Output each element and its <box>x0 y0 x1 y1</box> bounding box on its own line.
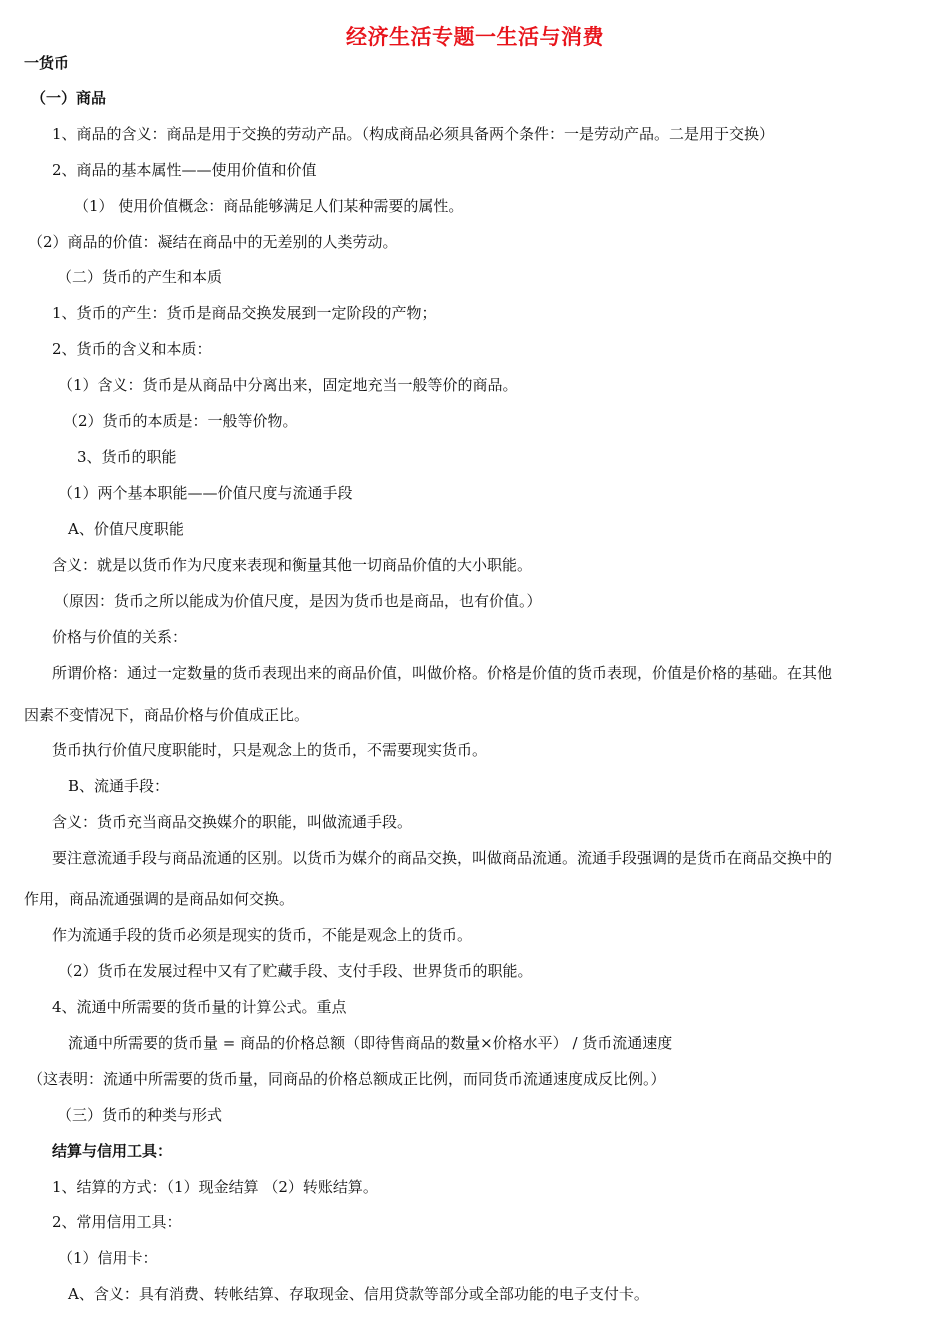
paragraph-line: 所谓价格：通过一定数量的货币表现出来的商品价值，叫做价格。价格是价值的货币表现，价值是价格的基础。在其他 <box>52 664 833 682</box>
paragraph-line: （2）商品的价值：凝结在商品中的无差别的人类劳动。 <box>28 233 398 251</box>
paragraph-line: 因素不变情况下，商品价格与价值成正比。 <box>24 706 310 724</box>
section-heading: 一货币 <box>24 54 70 72</box>
paragraph-line: 4、流通中所需要的货币量的计算公式。重点 <box>52 998 347 1016</box>
paragraph-line: （1）两个基本职能——价值尺度与流通手段 <box>58 484 353 502</box>
paragraph-line: 价格与价值的关系： <box>52 628 188 646</box>
paragraph-line: 1、商品的含义：商品是用于交换的劳动产品。（构成商品必须具备两个条件：一是劳动产品。二是用于交换） <box>52 125 775 143</box>
paragraph-line: B、流通手段： <box>68 777 170 795</box>
subsection-heading: （三）货币的种类与形式 <box>57 1106 223 1124</box>
bold-heading: 结算与信用工具： <box>52 1142 173 1160</box>
paragraph-line: （1） 使用价值概念：商品能够满足人们某种需要的属性。 <box>74 197 464 215</box>
subsection-heading: （一）商品 <box>31 89 107 107</box>
paragraph-line: 作为流通手段的货币必须是现实的货币，不能是观念上的货币。 <box>52 926 473 944</box>
paragraph-line: （1）含义：货币是从商品中分离出来，固定地充当一般等价的商品。 <box>58 376 518 394</box>
formula-line: 流通中所需要的货币量 = 商品的价格总额（即待售商品的数量×价格水平） / 货币流通速度 <box>68 1034 673 1052</box>
subsection-heading: （二）货币的产生和本质 <box>57 268 223 286</box>
paragraph-line: A、含义：具有消费、转帐结算、存取现金、信用贷款等部分或全部功能的电子支付卡。 <box>68 1285 649 1303</box>
paragraph-line: （2）货币的本质是：一般等价物。 <box>63 412 298 430</box>
paragraph-line: A、价值尺度职能 <box>68 520 184 538</box>
paragraph-line: 2、商品的基本属性——使用价值和价值 <box>52 161 317 179</box>
paragraph-line: 要注意流通手段与商品流通的区别。以货币为媒介的商品交换，叫做商品流通。流通手段强调的是货币在商品交换中的 <box>52 849 833 867</box>
paragraph-line: 2、常用信用工具： <box>52 1213 182 1231</box>
paragraph-line: 2、货币的含义和本质： <box>52 340 212 358</box>
paragraph-line: 货币执行价值尺度职能时，只是观念上的货币，不需要现实货币。 <box>52 741 488 759</box>
paragraph-line: 3、货币的职能 <box>77 448 177 466</box>
paragraph-line: （这表明：流通中所需要的货币量，同商品的价格总额成正比例，而同货币流通速度成反比例。） <box>28 1070 666 1088</box>
paragraph-line: 1、货币的产生：货币是商品交换发展到一定阶段的产物； <box>52 304 437 322</box>
paragraph-line: （2）货币在发展过程中又有了贮藏手段、支付手段、世界货币的职能。 <box>58 962 533 980</box>
document-title: 经济生活专题一生活与消费 <box>346 25 604 49</box>
paragraph-line: 作用，商品流通强调的是商品如何交换。 <box>24 890 295 908</box>
paragraph-line: 1、结算的方式：（1）现金结算 （2）转账结算。 <box>52 1178 378 1196</box>
paragraph-line: （1）信用卡： <box>58 1249 158 1267</box>
paragraph-line: （原因：货币之所以能成为价值尺度，是因为货币也是商品，也有价值。） <box>54 592 542 610</box>
paragraph-line: 含义：就是以货币作为尺度来表现和衡量其他一切商品价值的大小职能。 <box>52 556 533 574</box>
paragraph-line: 含义：货币充当商品交换媒介的职能，叫做流通手段。 <box>52 813 413 831</box>
